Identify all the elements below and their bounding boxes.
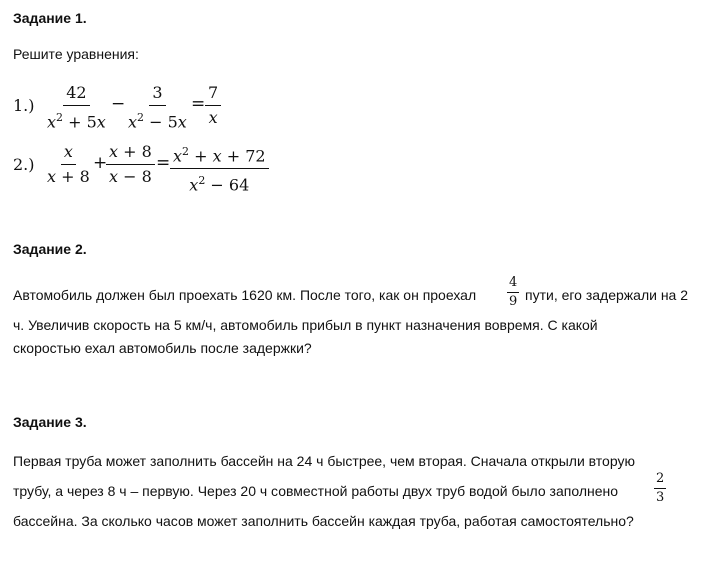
eq1-fraction-3-denominator: x — [208, 108, 218, 127]
equals-sign: = — [156, 153, 171, 173]
eq1-fraction-1-denominator — [44, 106, 109, 131]
exponent: 2 — [182, 145, 190, 158]
eq1-fraction-2-numerator: 3 — [149, 84, 165, 106]
eq1-fraction-3 — [205, 84, 221, 127]
eq1-fraction-2-denominator — [125, 106, 190, 131]
eq1-fraction-2 — [125, 84, 190, 131]
task2-line-3: скоростью ехал автомобиль после задержки? — [13, 340, 312, 356]
equation-2-label: 2.) — [13, 155, 35, 174]
task3-fraction — [654, 472, 666, 505]
task2-line-1-after: пути, его задержали на 2 — [525, 287, 689, 303]
term: − 8 — [118, 167, 152, 186]
term: − 5 — [144, 112, 178, 132]
task2-heading: Задание 2. — [13, 241, 87, 257]
task2-fraction-numerator: 4 — [507, 276, 519, 293]
task3-heading: Задание 3. — [13, 414, 87, 430]
eq1-fraction-1 — [44, 84, 109, 131]
term: + 5 — [63, 112, 97, 132]
var-x: x — [128, 112, 138, 132]
var-x: x — [109, 167, 119, 186]
var-x: x — [189, 175, 199, 195]
eq2-fraction-1 — [44, 143, 93, 186]
task3-line-3: бассейна. За сколько часов может заполнить бассейн каждая труба, работая самостоятельно? — [13, 513, 634, 529]
var-x: x — [109, 142, 119, 161]
var-x: x — [47, 112, 57, 132]
eq2-fraction-2 — [106, 143, 155, 186]
eq2-fraction-1-denominator — [44, 165, 93, 186]
eq2-fraction-2-denominator — [106, 165, 155, 186]
term: + 8 — [118, 142, 152, 161]
eq2-fraction-3 — [170, 143, 269, 195]
task2-fraction-denominator: 9 — [509, 294, 518, 309]
eq1-fraction-1-numerator: 42 — [63, 84, 89, 106]
task3-fraction-numerator: 2 — [654, 472, 666, 489]
eq2-fraction-2-numerator — [106, 143, 155, 165]
var-x: x — [173, 146, 183, 166]
exponent: 2 — [137, 111, 145, 124]
equals-sign: = — [191, 94, 206, 114]
task3-line-2: трубу, а через 8 ч – первую. Через 20 ч совместной работы двух труб водой было заполнено — [13, 483, 619, 499]
term: + — [189, 146, 213, 166]
term: + 8 — [56, 167, 90, 186]
equation-1-label: 1.) — [13, 96, 35, 115]
var-x: x — [47, 167, 57, 186]
exponent: 2 — [198, 174, 206, 188]
var-x: x — [96, 112, 106, 132]
task2-line-2: ч. Увеличив скорость на 5 км/ч, автомобиль прибыл в пункт назначения вовремя. С какой — [13, 317, 598, 333]
task1-heading: Задание 1. — [13, 10, 87, 26]
term: + 72 — [221, 146, 266, 166]
term: − 64 — [205, 175, 250, 195]
task2-fraction — [507, 276, 519, 309]
plus-operator: + — [93, 153, 108, 173]
task3-line-1: Первая труба может заполнить бассейн на 24 ч быстрее, чем вторая. Сначала открыли вторую — [13, 453, 635, 469]
var-x: x — [212, 146, 222, 166]
task2-line-1-before: Автомобиль должен был проехать 1620 км. После того, как он проехал — [13, 287, 477, 303]
task1-instruction: Решите уравнения: — [13, 46, 139, 62]
minus-operator: − — [111, 94, 126, 114]
eq2-fraction-3-numerator — [170, 143, 269, 169]
exponent: 2 — [56, 111, 64, 124]
task3-fraction-denominator: 3 — [656, 490, 665, 505]
eq1-fraction-3-numerator: 7 — [205, 84, 221, 106]
eq2-fraction-3-denominator — [186, 169, 252, 194]
var-x: x — [177, 112, 187, 132]
eq2-fraction-1-numerator: x — [61, 143, 76, 165]
